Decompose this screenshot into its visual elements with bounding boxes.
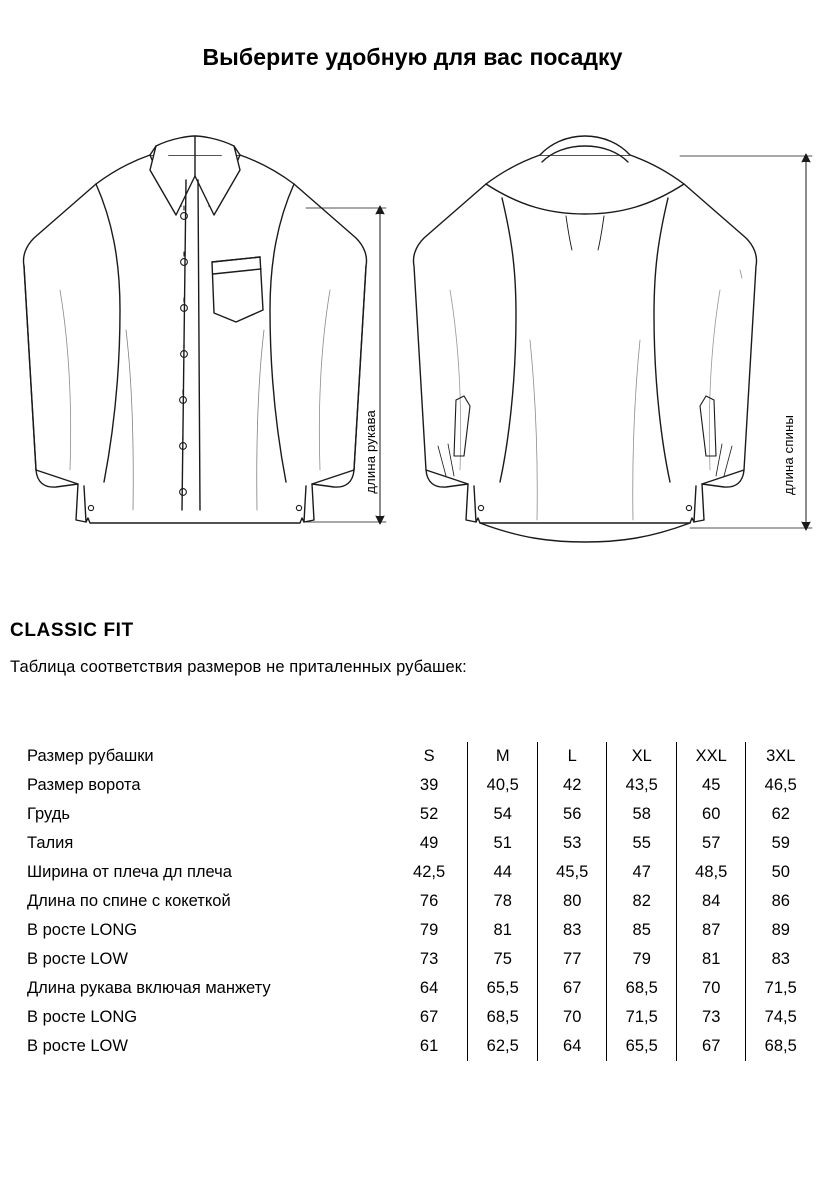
table-cell: 78 [468, 887, 538, 916]
size-chart-illustration [0, 110, 825, 580]
table-size-header: 3XL [746, 742, 815, 771]
table-size-header: XL [607, 742, 677, 771]
table-cell: 80 [537, 887, 607, 916]
table-row [10, 1032, 815, 1061]
table-cell: 43,5 [607, 771, 677, 800]
table-size-header: XXL [676, 742, 746, 771]
table-cell: 45,5 [537, 858, 607, 887]
table-cell: 44 [468, 858, 538, 887]
table-row [10, 771, 815, 800]
table-cell: 71,5 [746, 974, 815, 1003]
table-cell: 77 [537, 945, 607, 974]
table-size-header: L [537, 742, 607, 771]
table-cell: 87 [676, 916, 746, 945]
table-cell: 65,5 [468, 974, 538, 1003]
table-row [10, 1003, 815, 1032]
table-cell: 68,5 [468, 1003, 538, 1032]
size-table-body [10, 742, 815, 1061]
table-cell: 60 [676, 800, 746, 829]
table-row [10, 829, 815, 858]
table-row-label: В росте LONG [27, 1008, 138, 1026]
table-cell: 67 [537, 974, 607, 1003]
table-row-label: Длина по спине с кокеткой [27, 892, 231, 910]
table-cell: 70 [537, 1003, 607, 1032]
table-row [10, 887, 815, 916]
table-cell: 62 [746, 800, 815, 829]
table-row-label: В росте LOW [27, 1037, 128, 1055]
table-cell: 86 [746, 887, 815, 916]
table-cell: 74,5 [746, 1003, 815, 1032]
table-cell: 83 [746, 945, 815, 974]
table-row-label: Размер рубашки [27, 747, 154, 765]
table-row [10, 945, 815, 974]
shirt-diagram-svg [0, 110, 825, 580]
table-row [10, 858, 815, 887]
fit-name: CLASSIC FIT [10, 620, 134, 641]
table-cell: 42,5 [413, 863, 446, 881]
table-cell: 89 [746, 916, 815, 945]
front-shirt-illustration [23, 136, 366, 523]
table-cell: 62,5 [468, 1032, 538, 1061]
table-cell: 59 [746, 829, 815, 858]
table-cell: 83 [537, 916, 607, 945]
size-table [10, 742, 815, 1061]
table-cell: 53 [537, 829, 607, 858]
table-cell: 76 [419, 892, 439, 910]
table-cell: 48,5 [676, 858, 746, 887]
table-row-label: В росте LOW [27, 950, 128, 968]
back-shirt-illustration [413, 136, 756, 542]
table-cell: 56 [537, 800, 607, 829]
table-cell: 75 [468, 945, 538, 974]
back-length-label: длина спины [781, 415, 796, 495]
table-cell: 67 [676, 1032, 746, 1061]
table-row-label: Размер ворота [27, 776, 141, 794]
table-row [10, 800, 815, 829]
table-cell: 50 [746, 858, 815, 887]
table-cell: 49 [419, 834, 439, 852]
table-cell: 79 [607, 945, 677, 974]
table-cell: 54 [468, 800, 538, 829]
fit-description: Таблица соответствия размеров не приталенных рубашек: [10, 658, 467, 676]
table-cell: 81 [468, 916, 538, 945]
table-cell: 39 [419, 776, 439, 794]
table-cell: 64 [419, 979, 439, 997]
table-header-row [10, 742, 815, 771]
table-cell: 67 [419, 1008, 439, 1026]
table-cell: 84 [676, 887, 746, 916]
table-cell: 61 [419, 1037, 439, 1055]
table-cell: 70 [676, 974, 746, 1003]
table-cell: 45 [676, 771, 746, 800]
table-cell: 64 [537, 1032, 607, 1061]
table-row-label: Ширина от плеча дл плеча [27, 863, 232, 881]
table-cell: 73 [419, 950, 439, 968]
table-cell: 55 [607, 829, 677, 858]
table-cell: 79 [419, 921, 439, 939]
table-cell: 52 [419, 805, 439, 823]
table-cell: 68,5 [746, 1032, 815, 1061]
table-row [10, 974, 815, 1003]
table-cell: 57 [676, 829, 746, 858]
table-row-label: В росте LONG [27, 921, 138, 939]
table-row-label: Грудь [27, 805, 70, 823]
table-cell: 73 [676, 1003, 746, 1032]
table-cell: 82 [607, 887, 677, 916]
table-size-header: S [423, 747, 435, 765]
table-cell: 68,5 [607, 974, 677, 1003]
table-size-header: M [468, 742, 538, 771]
table-cell: 40,5 [468, 771, 538, 800]
table-cell: 46,5 [746, 771, 815, 800]
table-cell: 58 [607, 800, 677, 829]
table-row-label: Длина рукава включая манжету [27, 979, 271, 997]
table-row-label: Талия [27, 834, 74, 852]
table-cell: 42 [537, 771, 607, 800]
page-title: Выберите удобную для вас посадку [202, 44, 623, 70]
table-row [10, 916, 815, 945]
table-cell: 71,5 [607, 1003, 677, 1032]
table-cell: 65,5 [607, 1032, 677, 1061]
table-cell: 51 [468, 829, 538, 858]
table-cell: 47 [607, 858, 677, 887]
table-cell: 81 [676, 945, 746, 974]
sleeve-length-label: длина рукава [363, 410, 378, 494]
table-cell: 85 [607, 916, 677, 945]
